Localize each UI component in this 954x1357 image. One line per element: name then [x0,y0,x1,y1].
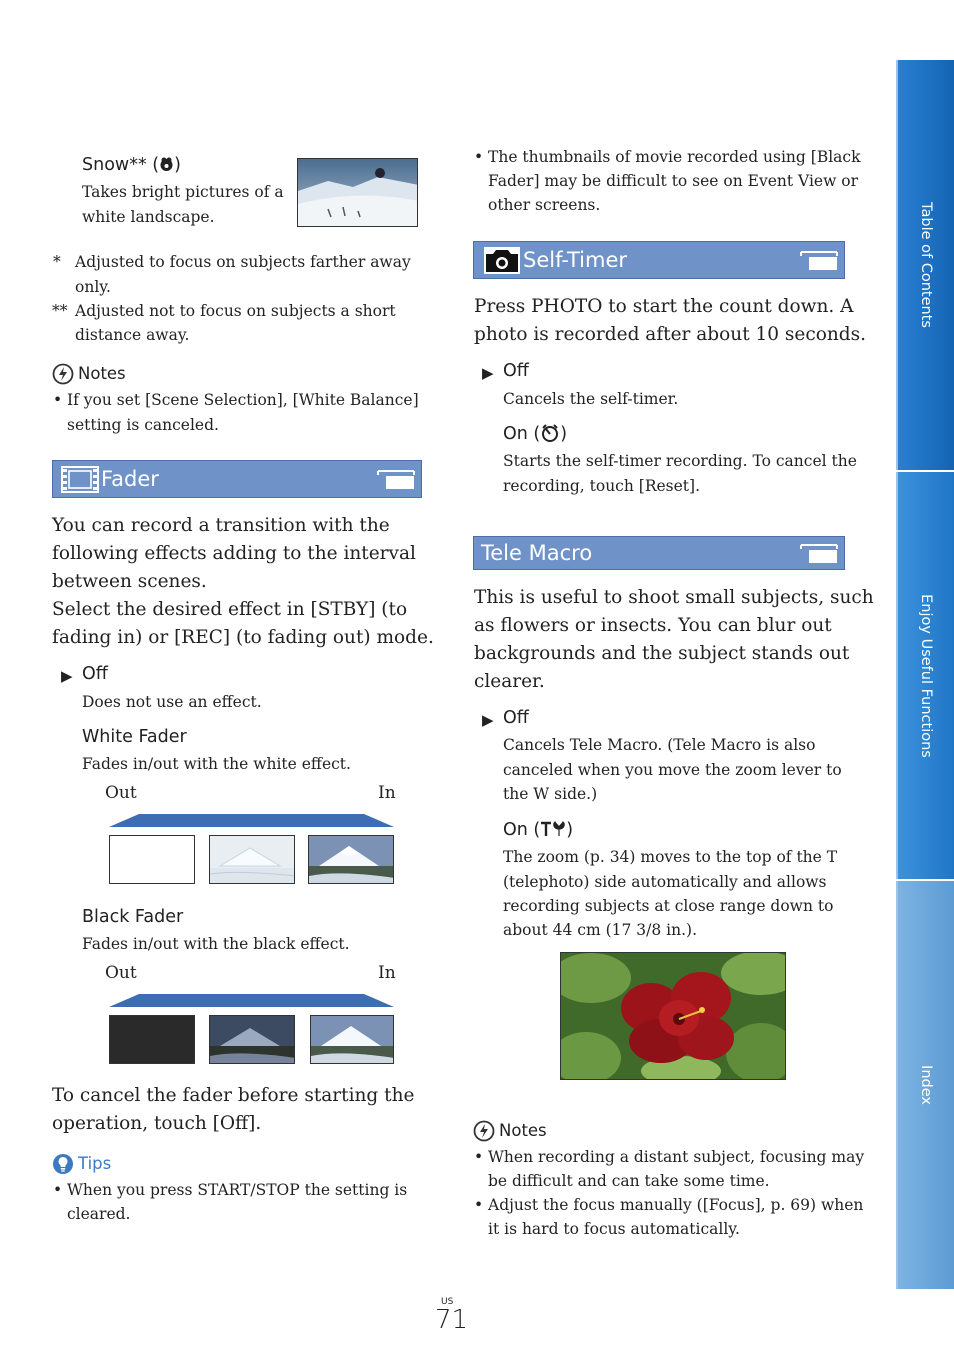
menu-tab-icon [800,249,838,271]
notes-heading: Notes [78,364,126,383]
footnote-mark-1: * [53,253,61,271]
tele-macro-on-title: On ( ) [503,820,574,840]
tele-macro-section-bar [473,536,845,570]
thumb-note-1: The thumbnails of movie recorded using [Black [488,148,861,166]
tele-macro-para-1: This is useful to shoot small subjects, such [474,587,874,608]
film-icon [61,466,99,498]
notes-bullet: • [474,1148,484,1166]
self-timer-para-2: photo is recorded after about 10 seconds. [474,324,867,345]
fader-off-title: Off [82,664,108,684]
black-fade-arrow [109,993,394,1007]
black-out-label: Out [105,963,137,983]
footnote-1-l1: Adjusted to focus on subjects farther away [75,253,411,271]
tab-enjoy-useful-functions-label: Enjoy Useful Functions [918,593,934,758]
notes-text-2: setting is canceled. [67,416,219,434]
tab-enjoy-useful-functions[interactable] [896,472,954,879]
white-frame-3 [308,835,394,884]
white-fader-desc: Fades in/out with the white effect. [82,755,351,773]
notes2-b2-l1: Adjust the focus manually ([Focus], p. 69) when [488,1196,864,1214]
snow-desc-1: Takes bright pictures of a [82,183,284,201]
black-fader-title: Black Fader [82,907,184,927]
self-timer-off-title: Off [503,361,529,381]
footnote-2-l1: Adjusted not to focus on subjects a short [75,302,396,320]
black-frame-1 [109,1015,195,1064]
black-frame-2 [209,1015,295,1064]
tele-macro-off-desc-2: canceled when you move the zoom lever to [503,761,842,779]
self-timer-off-desc: Cancels the self-timer. [503,390,679,408]
black-fader-desc: Fades in/out with the black effect. [82,935,350,953]
notes-text-1: If you set [Scene Selection], [White Balance] [67,391,419,409]
fader-cancel-2: operation, touch [Off]. [52,1113,262,1134]
self-timer-para-1: Press PHOTO to start the count down. A [474,296,854,317]
self-timer-section-bar [473,241,845,279]
notes2-b1-l2: be difficult and can take some time. [488,1172,770,1190]
thumb-note-bullet: • [474,148,484,166]
page-number: 71 [435,1305,469,1335]
tele-macro-para-3: backgrounds and the subject stands out [474,643,850,664]
notes-heading: Notes [499,1121,547,1140]
tele-macro-para-2: as flowers or insects. You can blur out [474,615,832,636]
fader-section-bar [52,460,422,498]
fader-title: Fader [101,467,159,491]
tab-table-of-contents-label: Table of Contents [918,202,934,328]
fader-para-2: following effects adding to the interval [52,543,416,564]
tips-text-2: cleared. [67,1205,131,1223]
self-timer-on-desc-1: Starts the self-timer recording. To cancel the [503,452,857,470]
white-frame-2 [209,835,295,884]
tips-bullet: • [53,1181,63,1199]
self-timer-title: Self-Timer [523,248,628,272]
thumb-note-3: other screens. [488,196,601,214]
white-frame-1 [109,835,195,884]
tele-macro-on-desc-1: The zoom (p. 34) moves to the top of the T [503,848,838,866]
default-marker-icon: ▶ [61,667,73,685]
snow-title: Snow** ( ) [82,155,181,175]
fader-para-1: You can record a transition with the [52,515,390,536]
snow-icon [159,155,174,175]
footnote-1-l2: only. [75,278,111,296]
fader-off-desc: Does not use an effect. [82,693,262,711]
tele-macro-icon [540,820,566,840]
tips-heading: Tips [78,1154,112,1173]
black-frame-3 [310,1015,394,1064]
footnote-mark-2: ** [52,302,68,320]
tele-macro-title: Tele Macro [481,541,593,565]
fader-cancel-1: To cancel the fader before starting the [52,1085,415,1106]
notes-bullet: • [53,391,63,409]
snow-photo [297,158,418,227]
fader-para-3: between scenes. [52,571,207,592]
tab-index-label: Index [918,1065,934,1105]
tele-macro-on-desc-4: about 44 cm (17 3/8 in.). [503,921,697,939]
white-fader-title: White Fader [82,727,187,747]
self-timer-icon [540,424,560,444]
default-marker-icon: ▶ [482,711,494,729]
default-marker-icon: ▶ [482,364,494,382]
thumb-note-2: Fader] may be difficult to see on Event View or [488,172,859,190]
notes-icon [52,363,74,389]
tele-macro-off-title: Off [503,708,529,728]
tab-index[interactable] [896,881,954,1289]
page-region: US [441,1297,454,1307]
notes-icon [473,1120,495,1146]
camera-icon [483,246,521,280]
white-in-label: In [378,783,396,803]
hibiscus-photo [560,952,786,1080]
tele-macro-para-4: clearer. [474,671,545,692]
notes-bullet: • [474,1196,484,1214]
black-in-label: In [378,963,396,983]
self-timer-on-desc-2: recording, touch [Reset]. [503,477,700,495]
tele-macro-on-desc-3: recording subjects at close range down to [503,897,834,915]
fader-para-5: fading in) or [REC] (to fading out) mode. [52,627,434,648]
menu-tab-icon [377,468,415,490]
tips-text-1: When you press START/STOP the setting is [67,1181,408,1199]
self-timer-on-title: On ( ) [503,424,568,444]
tele-macro-on-desc-2: (telephoto) side automatically and allows [503,873,827,891]
footnote-2-l2: distance away. [75,326,190,344]
white-fade-arrow [109,813,394,827]
notes2-b2-l2: it is hard to focus automatically. [488,1220,740,1238]
tele-macro-off-desc-1: Cancels Tele Macro. (Tele Macro is also [503,736,816,754]
white-out-label: Out [105,783,137,803]
fader-para-4: Select the desired effect in [STBY] (to [52,599,408,620]
tips-icon [52,1153,74,1179]
menu-tab-icon [800,542,838,564]
tab-table-of-contents[interactable] [896,60,954,470]
notes2-b1-l1: When recording a distant subject, focusing may [488,1148,865,1166]
tele-macro-off-desc-3: the W side.) [503,785,598,803]
snow-desc-2: white landscape. [82,208,215,226]
